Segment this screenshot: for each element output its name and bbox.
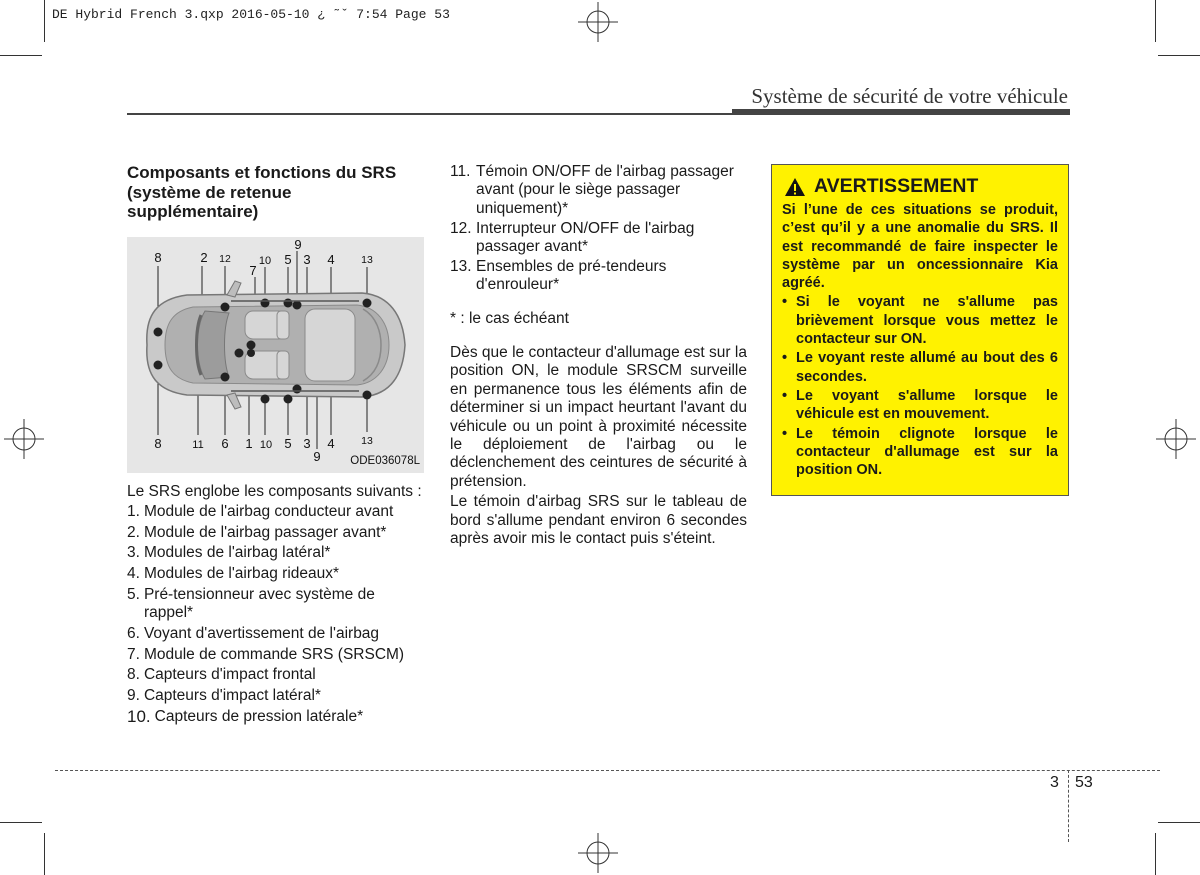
bullet-marker: • [782, 350, 788, 367]
list-item [127, 565, 424, 583]
callout-label: 5 [284, 435, 292, 451]
warning-bullet [782, 425, 1058, 480]
list-item-text: Capteurs d'impact latéral* [143, 686, 321, 704]
list-item-number: 4. [127, 565, 140, 583]
callout-label: 8 [154, 435, 162, 451]
callout-label: 5 [284, 251, 292, 267]
callout-label: 4 [327, 251, 335, 267]
crop-mark [44, 0, 45, 42]
callout-label: 13 [361, 253, 373, 266]
running-header-title: Système de sécurité de votre véhicule [751, 84, 1068, 108]
bullet-marker: • [782, 387, 788, 404]
list-item [127, 586, 424, 623]
callout-label: 9 [313, 448, 321, 464]
list-item [450, 258, 747, 295]
warning-box [771, 164, 1069, 496]
intro-text: Le SRS englobe les composants suivants : [127, 482, 422, 500]
list-item [127, 687, 424, 705]
list-item-number: 13. [450, 257, 472, 275]
list-item-text: Capteurs de pression latérale* [154, 707, 364, 725]
callout-label: 1 [245, 435, 253, 451]
list-item [127, 524, 424, 542]
list-item-text: Module de commande SRS (SRSCM) [143, 645, 405, 663]
list-item [127, 544, 424, 562]
list-item-text: Pré-tensionneur avec système de rappel* [143, 585, 375, 622]
callout-label: 8 [154, 249, 162, 265]
list-item-number: 11. [450, 163, 471, 180]
figure-code: ODE036078L [350, 455, 420, 468]
warning-triangle-icon [784, 177, 806, 197]
column-left [127, 163, 424, 728]
component-list [127, 503, 424, 726]
section-title: Composants et fonctions du SRS (système de retenue supplémentaire) [127, 163, 397, 221]
callout-label: 6 [221, 435, 229, 451]
srs-diagram [127, 237, 424, 473]
list-item-number: 7. [127, 645, 140, 663]
callout-label: 3 [303, 435, 311, 451]
registration-mark [578, 833, 618, 873]
car-topview-illustration [127, 237, 424, 473]
chapter-number: 3 [1050, 774, 1059, 791]
callout-label: 9 [294, 236, 302, 252]
list-item-number: 10. [127, 706, 151, 726]
list-item-text: Modules de l'airbag latéral* [143, 544, 331, 562]
crop-mark [1155, 0, 1156, 42]
list-item [127, 666, 424, 684]
callout-label: 7 [249, 262, 257, 278]
bullet-marker: • [782, 294, 788, 311]
callout-label: 10 [258, 254, 272, 267]
crop-mark [0, 55, 42, 56]
list-item-number: 3. [127, 544, 140, 562]
list-item-number: 6. [127, 624, 140, 642]
callout-label: 4 [327, 435, 335, 451]
callout-label: 3 [303, 251, 311, 267]
callout-label: 2 [200, 249, 208, 265]
list-item-text: Témoin ON/OFF de l'airbag passager avant (pour le siège passager uniquement)* [476, 163, 734, 217]
list-item-text: Module de l'airbag passager avant* [143, 523, 387, 541]
list-item-number: 12. [450, 219, 472, 237]
list-item-text: Capteurs d'impact frontal [143, 666, 316, 684]
callout-label: 12 [219, 252, 231, 265]
list-item-number: 2. [127, 523, 140, 541]
warning-bullet [782, 387, 1058, 424]
registration-mark [1156, 419, 1196, 459]
paragraph-monitoring: Dès que le contacteur d'allumage est sur la position ON, le module SRSCM surveille en permanence tous les éléments afin de déterminer si un impact heurtant l'avant du véhicule ou un point à proximité nécessite le déploiement de l'airbag ou le déclenchement des ceintures de sécurité à prétension. [450, 344, 747, 490]
list-item-text: Interrupteur ON/OFF de l'airbag passager avant* [476, 219, 695, 256]
registration-mark [578, 2, 618, 42]
warning-bullet [782, 349, 1058, 386]
list-item-text: Module de l'airbag conducteur avant [143, 502, 394, 520]
footnote: * : le cas échéant [450, 309, 569, 327]
header-rule-accent [732, 109, 1070, 115]
list-item-text: Modules de l'airbag rideaux* [143, 565, 340, 583]
paragraph-warning-light: Le témoin d'airbag SRS sur le tableau de bord s'allume pendant environ 6 secondes après avoir mis le contact puis s'éteint. [450, 493, 747, 548]
list-item-number: 9. [127, 686, 140, 704]
print-slug: DE Hybrid French 3.qxp 2016-05-10 ¿ ˜ˇ 7:54 Page 53 [52, 7, 450, 22]
list-item [127, 708, 424, 726]
callout-label: 11 [192, 438, 204, 451]
bullet-marker: • [782, 425, 788, 442]
page-number: 53 [1075, 774, 1093, 791]
list-item-text: Voyant d'avertissement de l'airbag [143, 624, 380, 642]
warning-title: AVERTISSEMENT [814, 175, 979, 197]
callout-label: 13 [361, 434, 373, 447]
crop-mark [1158, 822, 1200, 823]
list-item [127, 646, 424, 664]
crop-mark [0, 822, 42, 823]
footer-rule [55, 770, 1160, 771]
crop-mark [1158, 55, 1200, 56]
list-item-number: 8. [127, 666, 140, 684]
column-middle [450, 163, 747, 551]
footer-divider [1068, 770, 1069, 842]
list-item [127, 503, 424, 521]
warning-bullet-list [782, 293, 1058, 479]
component-list-continued [450, 163, 747, 295]
list-item-text: Ensembles de pré-tendeurs d'enrouleur* [476, 257, 667, 294]
list-item-number: 1. [127, 502, 140, 520]
crop-mark [44, 833, 45, 875]
callout-label: 10 [259, 438, 273, 451]
list-item [127, 625, 424, 643]
crop-mark [1155, 833, 1156, 875]
warning-bullet-text: Si le voyant ne s'allume pas brièvement lorsque vous mettez le contacteur sur ON. [796, 294, 1058, 348]
registration-mark [4, 419, 44, 459]
list-item [450, 163, 747, 218]
warning-bullet-text: Le voyant s'allume lorsque le véhicule est en mouvement. [796, 387, 1058, 423]
list-item [450, 220, 747, 257]
list-item-number: 5. [127, 585, 140, 603]
warning-bullet-text: Le témoin clignote lorsque le contacteur d'allumage est sur la position ON. [796, 425, 1058, 479]
warning-header [782, 175, 1058, 198]
warning-body: Si l’une de ces situations se produit, c’est qu’il y a une anomalie du SRS. Il est recommandé de faire inspecter le système par un oncessionnaire Kia agréé. [782, 202, 1058, 292]
warning-bullet-text: Le voyant reste allumé au bout des 6 secondes. [796, 350, 1058, 385]
warning-bullet [782, 293, 1058, 348]
